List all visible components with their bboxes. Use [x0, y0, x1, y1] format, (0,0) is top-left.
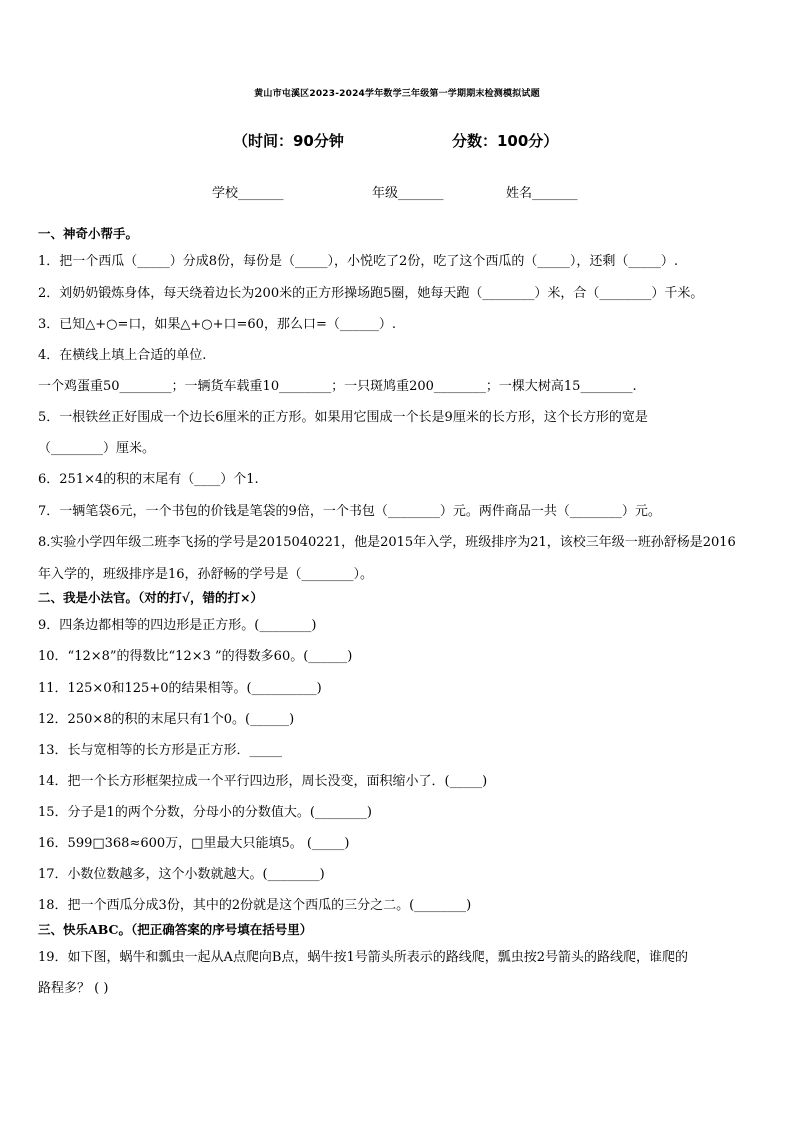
- question-15: 15．分子是1的两个分数，分母小的分数值大。(________): [38, 805, 372, 820]
- school-field: 学校_______: [212, 186, 284, 201]
- question-1: 1．把一个西瓜（_____）分成8份，每份是（_____），小悦吃了2份，吃了这个西瓜的（_____），还剩（_____）.: [38, 254, 678, 269]
- grade-field: 年级_______: [372, 186, 444, 201]
- question-8-line2: 年入学的，班级排序是16，孙舒畅的学号是（________）。: [38, 567, 374, 582]
- question-7: 7．一辆笔袋6元，一个书包的价钱是笔袋的9倍，一个书包（________）元。两件商品一共（________）元。: [38, 504, 661, 519]
- exam-title: 黄山市屯溪区2023-2024学年数学三年级第一学期期末检测模拟试题: [254, 89, 540, 99]
- question-11: 11．125×0和125+0的结果相等。(__________): [38, 681, 322, 696]
- question-19-line2: 路程多？ ( ): [38, 981, 109, 996]
- section-heading-3: 三、快乐ABC。（把正确答案的序号填在括号里）: [38, 922, 313, 937]
- question-4-items: 一个鸡蛋重50________；一辆货车载重10________；一只斑鸠重200________；一棵大树高15________.: [38, 379, 637, 394]
- question-17: 17．小数位数越多，这个小数就越大。(________): [38, 867, 325, 882]
- section-heading-1: 一、神奇小帮手。: [38, 226, 139, 241]
- section-heading-2: 二、我是小法官。（对的打√，错的打×）: [38, 590, 263, 605]
- question-6: 6．251×4的积的末尾有（____）个1.: [38, 472, 259, 487]
- score-label: 分数：100分）: [452, 132, 559, 150]
- question-14: 14．把一个长方形框架拉成一个平行四边形，周长没变，面积缩小了．(_____): [38, 774, 488, 789]
- question-9: 9．四条边都相等的四边形是正方形。(________): [38, 618, 317, 633]
- question-8-line1: 8.实验小学四年级二班李飞扬的学号是2015040221，他是2015年入学，班级排序为21，该校三年级一班孙舒杨是2016: [38, 535, 736, 550]
- question-13: 13．长与宽相等的长方形是正方形．_____: [38, 743, 283, 758]
- question-10: 10．“12×8”的得数比“12×3 ”的得数多60。(______): [38, 649, 353, 664]
- question-4: 4．在横线上填上合适的单位.: [38, 348, 207, 363]
- question-3: 3．已知△+○=口，如果△+○+口=60，那么口=（______）.: [38, 317, 396, 332]
- question-12: 12．250×8的积的末尾只有1个0。(______): [38, 712, 295, 727]
- question-5-line2: （________）厘米。: [38, 441, 156, 456]
- time-label: （时间：90分钟: [233, 132, 344, 150]
- question-5-line1: 5．一根铁丝正好围成一个边长6厘米的正方形。如果用它围成一个长是9厘米的长方形，这个长方形的宽是: [38, 410, 648, 425]
- question-18: 18．把一个西瓜分成3份，其中的2份就是这个西瓜的三分之二。(________): [38, 898, 472, 913]
- question-19-line1: 19．如下图，蜗牛和瓢虫一起从A点爬向B点，蜗牛按1号箭头所表示的路线爬，瓢虫按2号箭头的路线爬，谁爬的: [38, 950, 689, 965]
- question-2: 2．刘奶奶锻炼身体，每天绕着边长为200米的正方形操场跑5圈，她每天跑（________）米，合（________）千米。: [38, 286, 704, 301]
- name-field: 姓名_______: [506, 186, 578, 201]
- question-16: 16．599□368≈600万，□里最大只能填5。 (_____): [38, 836, 350, 851]
